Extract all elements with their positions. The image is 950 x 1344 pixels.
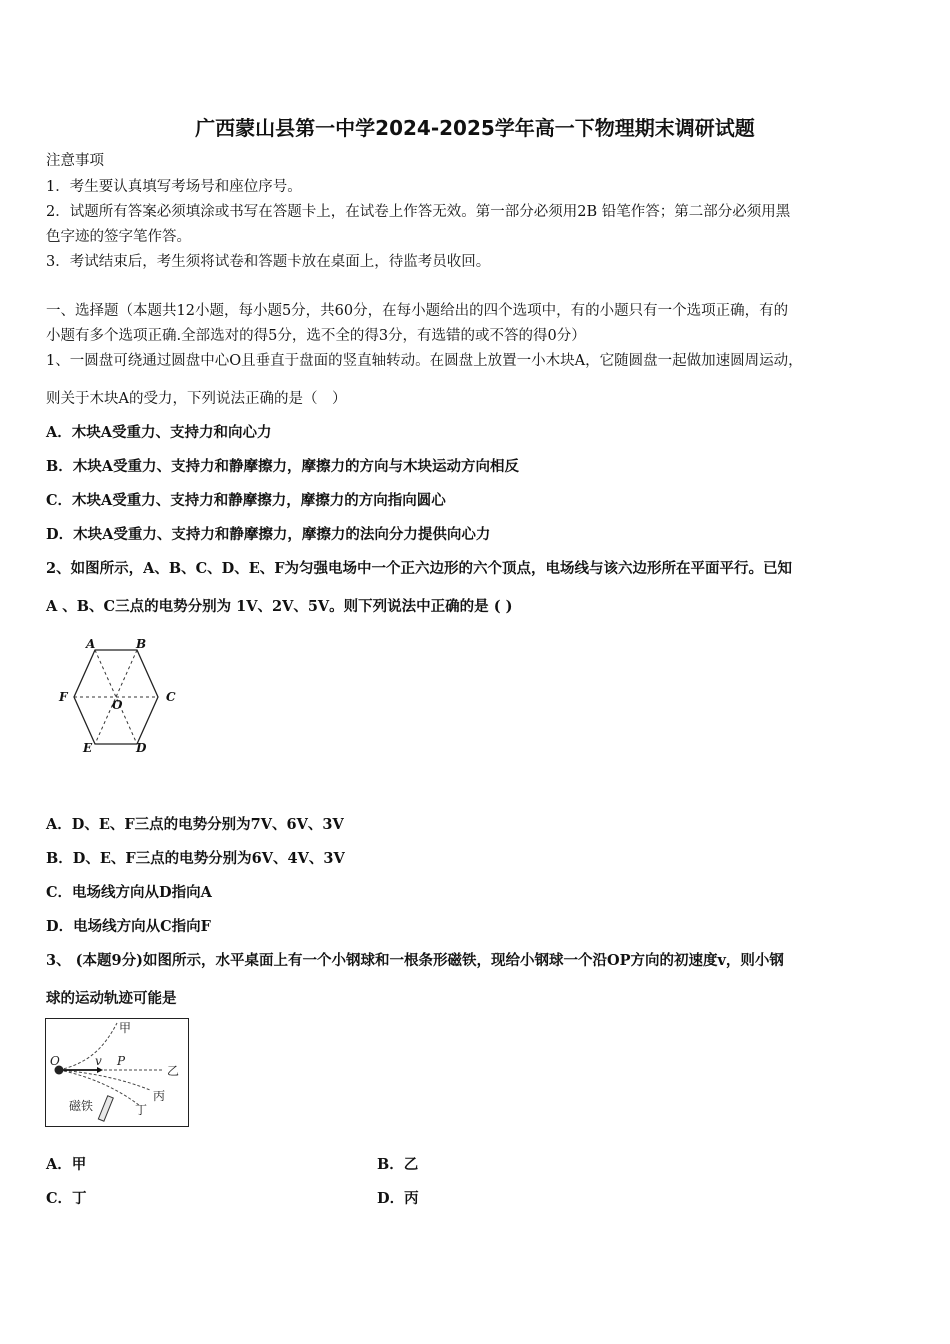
hex-label-f: F — [59, 690, 68, 704]
q3-option-d[interactable]: D．丙 — [377, 1190, 419, 1207]
q1-option-c[interactable]: C．木块A受重力、支持力和静摩擦力，摩擦力的方向指向圆心 — [46, 492, 446, 509]
label-magnet: 磁铁 — [69, 1099, 94, 1113]
q3-option-c[interactable]: C．丁 — [46, 1190, 87, 1207]
label-ding: 丁 — [135, 1103, 148, 1117]
hex-label-d: D — [136, 741, 147, 755]
trajectory-bing — [59, 1070, 150, 1090]
hexagon-diagonals — [74, 650, 158, 744]
q2-option-a[interactable]: A．D、E、F三点的电势分别为7V、6V、3V — [46, 816, 344, 833]
q3-option-a[interactable]: A．甲 — [46, 1156, 87, 1173]
magnet-figure — [45, 1018, 190, 1128]
q2-option-d[interactable]: D．电场线方向从C指向F — [46, 918, 211, 935]
label-p: P — [117, 1054, 126, 1068]
q1-option-b[interactable]: B．木块A受重力、支持力和静摩擦力，摩擦力的方向与木块运动方向相反 — [46, 458, 520, 475]
q2-stem-line-2: A 、B、C三点的电势分别为 1V、2V、5V。则下列说法中正确的是 ( ) — [46, 598, 513, 615]
q2-stem-line-1: 2、如图所示，A、B、C、D、E、F为匀强电场中一个正六边形的六个顶点，电场线与该六边形所在平面平行。已知 — [46, 560, 793, 577]
q1-option-a[interactable]: A．木块A受重力、支持力和向心力 — [46, 424, 272, 441]
q1-stem-line-2: 则关于木块A的受力，下列说法正确的是（ ） — [46, 391, 347, 407]
q2-option-c[interactable]: C．电场线方向从D指向A — [46, 884, 212, 901]
q1-option-d[interactable]: D．木块A受重力、支持力和静摩擦力，摩擦力的法向分力提供向心力 — [46, 526, 491, 543]
label-o: O — [50, 1054, 60, 1068]
q3-stem-line-2: 球的运动轨迹可能是 — [46, 990, 177, 1007]
label-jia: 甲 — [119, 1021, 132, 1035]
label-v: v — [95, 1054, 102, 1068]
bar-magnet — [98, 1096, 113, 1121]
notice-item-2: 2．试题所有答案必须填涂或书写在答题卡上，在试卷上作答无效。第一部分必须用2B 铅笔作答；第二部分必须用黑 — [46, 204, 791, 220]
label-yi: 乙 — [167, 1064, 180, 1078]
label-bing: 丙 — [153, 1089, 166, 1103]
hex-label-o: O — [112, 698, 123, 712]
notice-item-1: 1．考生要认真填写考场号和座位序号。 — [46, 179, 302, 195]
q1-stem-line-1: 1、一圆盘可绕通过圆盘中心O且垂直于盘面的竖直轴转动。在圆盘上放置一小木块A，它随圆盘一起做加速圆周运动， — [46, 353, 803, 369]
notice-heading: 注意事项 — [46, 153, 104, 169]
hexagon-figure — [52, 636, 182, 756]
q3-stem-line-1: 3、 (本题9分)如图所示，水平桌面上有一个小钢球和一根条形磁铁，现给小钢球一个沿OP方向的初速度v，则小钢 — [46, 952, 784, 969]
q3-option-b[interactable]: B．乙 — [377, 1156, 419, 1173]
hex-label-c: C — [166, 690, 176, 704]
notice-item-3: 3．考试结束后，考生须将试卷和答题卡放在桌面上，待监考员收回。 — [46, 254, 491, 270]
section-heading-line-1: 一、选择题（本题共12小题，每小题5分，共60分，在每小题给出的四个选项中，有的小题只有一个选项正确，有的 — [46, 303, 789, 319]
page-title: 广西蒙山县第一中学2024-2025学年高一下物理期末调研试题 — [195, 116, 755, 140]
trajectory-jia — [59, 1023, 117, 1070]
hex-label-b: B — [136, 637, 147, 651]
hex-label-a: A — [86, 637, 96, 651]
q2-option-b[interactable]: B．D、E、F三点的电势分别为6V、4V、3V — [46, 850, 345, 867]
notice-item-2-cont: 色字迹的签字笔作答。 — [46, 229, 191, 245]
hex-label-e: E — [83, 741, 93, 755]
section-heading-line-2: 小题有多个选项正确.全部选对的得5分，选不全的得3分，有选错的或不答的得0分） — [46, 328, 586, 344]
